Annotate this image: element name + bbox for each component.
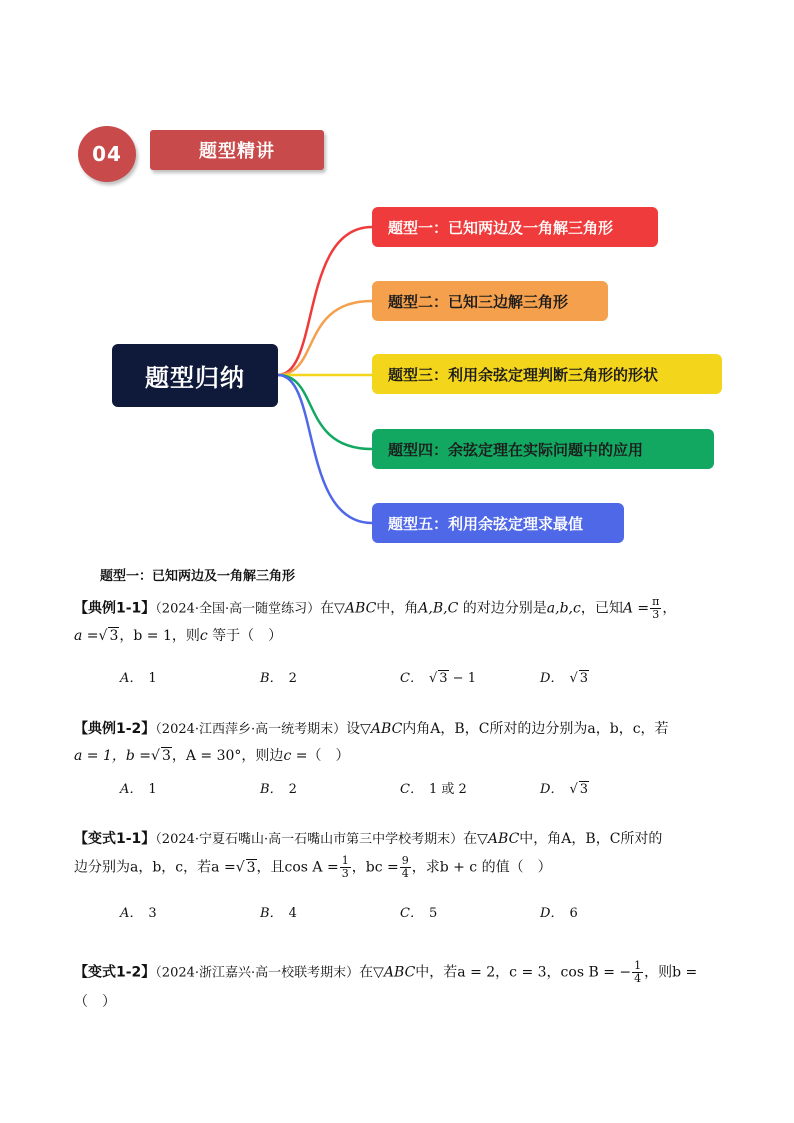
branch-label: 题型五：利用余弦定理求最值 xyxy=(388,514,584,533)
sqrt-symbol: √ xyxy=(98,628,108,644)
fraction-numerator: 1 xyxy=(634,959,642,972)
problem-tag: 【变式1-2】 xyxy=(74,964,156,981)
option-value: 1 xyxy=(148,671,157,686)
problem-1: 【典例1-1】（2024·全国·高一随堂练习）在▽ABC中，角A,B,C 的对边分别是a,b,c，已知A = $\frac{\pi}{3}$ ， a =√ 3，b = 1，则c 等于（ ） xyxy=(74,595,677,644)
sqrt-radicand: 3 xyxy=(161,748,171,764)
triangle-symbol: ▽ABC xyxy=(373,964,416,981)
option-c[interactable] xyxy=(400,667,540,686)
sqrt-symbol: √ xyxy=(151,748,160,764)
fraction xyxy=(632,960,643,985)
branch-label: 题型三：利用余弦定理判断三角形的形状 xyxy=(388,365,659,384)
problem-text: a = 1，b = xyxy=(74,748,152,764)
option-b[interactable] xyxy=(260,778,400,797)
option-value: 2 xyxy=(288,782,297,797)
problem-text: ，求b + c 的值（ ） xyxy=(411,859,552,876)
sqrt-radicand: 3 xyxy=(246,859,256,876)
problem-text: ，且cos A = xyxy=(256,859,339,876)
problem-text: =（ ） xyxy=(291,748,350,764)
connector-4 xyxy=(278,375,372,449)
problem-3 xyxy=(74,828,724,880)
problem-text: 内角A，B，C所对的边分别为a，b，c，若 xyxy=(402,721,669,737)
mindmap-branch-5 xyxy=(372,503,624,543)
sqrt-symbol: √ xyxy=(569,671,578,686)
option-c[interactable] xyxy=(400,902,540,921)
option-value: 1 xyxy=(148,782,157,797)
mindmap-root-label: 题型归纳 xyxy=(145,364,245,392)
option-label: A． xyxy=(120,782,143,797)
problem-text: ，则b = xyxy=(644,964,698,981)
problem-tag: 【典例1-1】 xyxy=(74,600,156,617)
option-label: D． xyxy=(540,671,564,686)
problem-2 xyxy=(74,718,724,767)
options-3 xyxy=(120,902,680,921)
option-label: A． xyxy=(120,906,143,921)
connector-2 xyxy=(278,301,372,375)
sqrt-radicand: 3 xyxy=(109,628,119,644)
option-value: 3 xyxy=(579,782,589,797)
condition-a: A = xyxy=(622,600,650,617)
option-value: 6 xyxy=(569,906,578,921)
problem-variable: c xyxy=(199,628,208,644)
option-label: C． xyxy=(400,906,423,921)
option-label: C． xyxy=(400,671,423,686)
problem-text: 在 xyxy=(359,964,374,981)
option-value: 5 xyxy=(428,906,438,921)
problem-text: 中，若a = 2，c = 3，cos B = − xyxy=(415,964,632,981)
branch-label: 题型四：余弦定理在实际问题中的应用 xyxy=(388,440,644,459)
option-a[interactable] xyxy=(120,667,260,686)
branch-label: 题型二：已知三边解三角形 xyxy=(388,292,569,311)
option-label: B． xyxy=(260,671,283,686)
problem-text: ，已知 xyxy=(580,600,623,617)
side-names: a,b,c xyxy=(546,600,581,617)
angle-names: A,B,C xyxy=(418,600,459,617)
option-suffix: − 1 xyxy=(448,671,476,686)
problem-source: （2024·浙江嘉兴·高一校联考期末） xyxy=(155,965,360,981)
problem-text: a = xyxy=(74,628,99,644)
fraction-denominator: 4 xyxy=(401,867,409,880)
option-label: C． xyxy=(400,782,423,797)
fraction xyxy=(650,596,661,621)
mindmap-branch-1 xyxy=(372,207,658,247)
option-c[interactable] xyxy=(400,778,540,797)
problem-text: ，b = 1，则 xyxy=(119,628,200,644)
mindmap-root xyxy=(112,344,278,407)
option-value: 2 xyxy=(288,671,297,686)
option-value: 3 xyxy=(439,671,448,686)
option-d[interactable] xyxy=(540,667,680,686)
options-1 xyxy=(120,667,680,686)
option-a[interactable] xyxy=(120,902,260,921)
triangle-symbol: ▽ABC xyxy=(477,831,520,847)
section-title: 题型精讲 xyxy=(199,141,275,162)
option-value: 1 或 2 xyxy=(428,782,467,797)
problem-text: 等于（ ） xyxy=(207,628,283,644)
problem-text: 的对边分别是 xyxy=(458,600,547,617)
problem-4 xyxy=(74,960,724,1013)
problem-text: 边分别为a，b，c，若a = xyxy=(74,859,236,876)
option-label: A． xyxy=(120,671,143,686)
problem-text: 设 xyxy=(346,721,361,737)
problem-text: 在 xyxy=(463,831,478,847)
mindmap-branch-4 xyxy=(372,429,714,469)
option-b[interactable] xyxy=(260,902,400,921)
option-d[interactable] xyxy=(540,778,680,797)
option-value: 3 xyxy=(579,671,589,686)
problem-text: 中，角A，B，C所对的 xyxy=(519,831,663,847)
fraction-denominator: 4 xyxy=(634,972,642,985)
triangle-symbol: ▽ABC xyxy=(360,721,403,737)
section-number: 04 xyxy=(92,142,122,166)
option-label: D． xyxy=(540,906,564,921)
fraction xyxy=(400,855,411,880)
problem-variable: c xyxy=(283,748,292,764)
problem-source: （2024·江西萍乡·高一统考期末） xyxy=(155,722,347,737)
option-label: D． xyxy=(540,782,564,797)
answer-blank: （ ） xyxy=(74,994,116,1010)
fraction-numerator: 9 xyxy=(401,854,409,867)
problem-source: （2024·全国·高一随堂练习） xyxy=(155,601,321,617)
problem-type-heading: 题型一：已知两边及一角解三角形 xyxy=(100,569,296,584)
fraction xyxy=(340,855,351,880)
options-2 xyxy=(120,778,680,797)
option-b[interactable] xyxy=(260,667,400,686)
fraction-numerator: 1 xyxy=(341,854,349,867)
fraction-denominator: 3 xyxy=(652,608,660,621)
problem-text: 在 xyxy=(320,600,335,617)
option-a[interactable] xyxy=(120,778,260,797)
branch-label: 题型一：已知两边及一角解三角形 xyxy=(388,218,614,237)
problem-tag: 【变式1-1】 xyxy=(74,831,156,847)
problem-text: ，A = 30°，则边 xyxy=(171,748,284,764)
fraction-numerator: π xyxy=(652,595,660,608)
problem-text: 中，角 xyxy=(376,600,419,617)
option-value: 4 xyxy=(288,906,297,921)
option-label: B． xyxy=(260,782,283,797)
problem-tag: 【典例1-2】 xyxy=(74,721,156,737)
option-label: B． xyxy=(260,906,283,921)
problem-text: ，bc = xyxy=(351,859,399,876)
option-d[interactable] xyxy=(540,902,680,921)
triangle-symbol: ▽ABC xyxy=(334,600,377,617)
problem-source: （2024·宁夏石嘴山·高一石嘴山市第三中学校考期末） xyxy=(155,832,464,847)
mindmap-branch-3 xyxy=(372,354,722,394)
sqrt-symbol: √ xyxy=(428,671,438,686)
option-value: 3 xyxy=(148,906,157,921)
sqrt-symbol: √ xyxy=(569,782,578,797)
sqrt-symbol: √ xyxy=(235,859,245,876)
mindmap-branch-2 xyxy=(372,281,608,321)
fraction-denominator: 3 xyxy=(341,867,349,880)
